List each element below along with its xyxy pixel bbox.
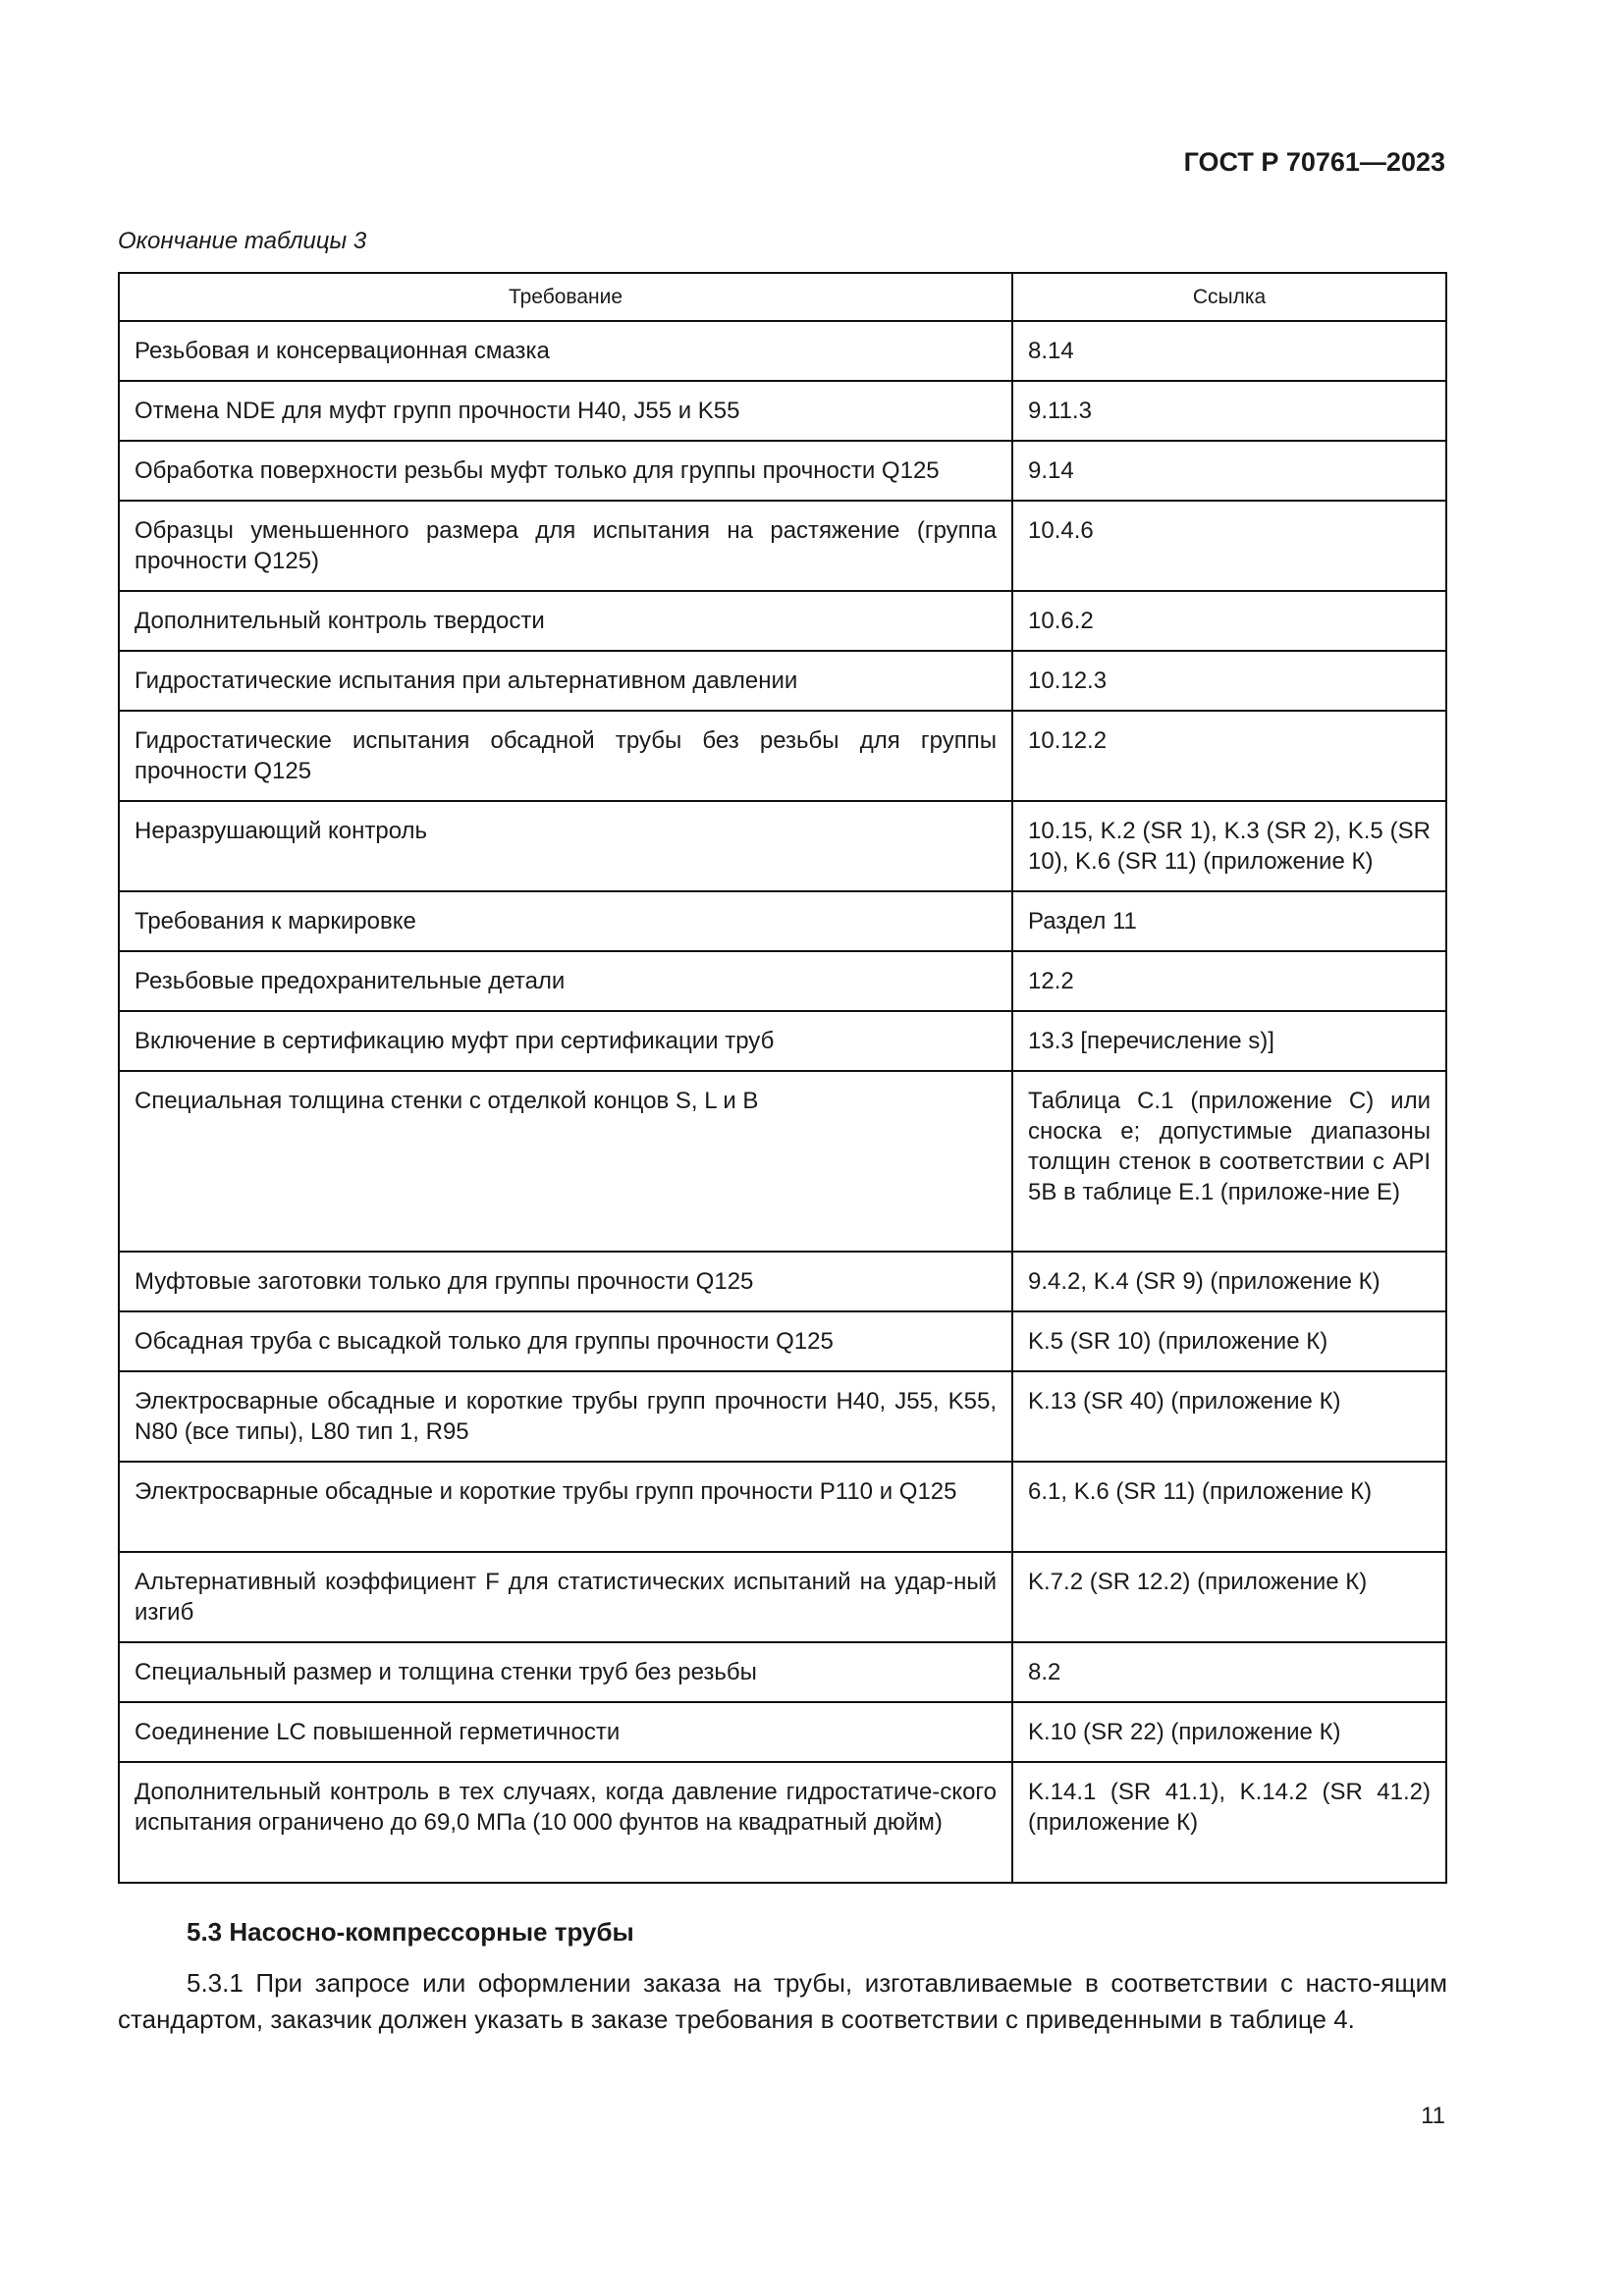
reference-cell: 10.12.3 bbox=[1012, 651, 1446, 711]
requirement-cell: Специальная толщина стенки с отделкой концов S, L и B bbox=[119, 1071, 1012, 1252]
reference-cell: 8.2 bbox=[1012, 1642, 1446, 1702]
reference-cell: 13.3 [перечисление s)] bbox=[1012, 1011, 1446, 1071]
table-row bbox=[119, 441, 1446, 501]
reference-cell: K.14.1 (SR 41.1), K.14.2 (SR 41.2) (приложение К) bbox=[1012, 1762, 1446, 1883]
table-row bbox=[119, 891, 1446, 951]
requirement-cell: Требования к маркировке bbox=[119, 891, 1012, 951]
reference-cell: 10.12.2 bbox=[1012, 711, 1446, 801]
table-row bbox=[119, 1462, 1446, 1552]
reference-cell: K.13 (SR 40) (приложение К) bbox=[1012, 1371, 1446, 1462]
table-row bbox=[119, 1252, 1446, 1311]
requirement-cell: Обработка поверхности резьбы муфт только для группы прочности Q125 bbox=[119, 441, 1012, 501]
requirement-cell: Специальный размер и толщина стенки труб без резьбы bbox=[119, 1642, 1012, 1702]
reference-cell: Раздел 11 bbox=[1012, 891, 1446, 951]
requirement-cell: Дополнительный контроль в тех случаях, когда давление гидростатиче-ского испытания ограничено до 69,0 МПа (10 000 фунтов на квадратный дюйм) bbox=[119, 1762, 1012, 1883]
reference-cell: Таблица C.1 (приложение C) или сноска е; допустимые диапазоны толщин стенок в соответствии с API 5B в таблице E.1 (приложе-ние E) bbox=[1012, 1071, 1446, 1252]
reference-cell: 10.6.2 bbox=[1012, 591, 1446, 651]
reference-cell: 6.1, K.6 (SR 11) (приложение К) bbox=[1012, 1462, 1446, 1552]
reference-cell: 9.4.2, K.4 (SR 9) (приложение К) bbox=[1012, 1252, 1446, 1311]
table-row bbox=[119, 1011, 1446, 1071]
table-row bbox=[119, 1371, 1446, 1462]
page-number: 11 bbox=[1421, 2103, 1445, 2129]
requirement-cell: Электросварные обсадные и короткие трубы групп прочности P110 и Q125 bbox=[119, 1462, 1012, 1552]
document-code: ГОСТ Р 70761—2023 bbox=[1183, 147, 1445, 177]
reference-cell: K.7.2 (SR 12.2) (приложение К) bbox=[1012, 1552, 1446, 1642]
requirement-cell: Резьбовые предохранительные детали bbox=[119, 951, 1012, 1011]
reference-cell: 10.4.6 bbox=[1012, 501, 1446, 591]
reference-cell: 8.14 bbox=[1012, 321, 1446, 381]
table-row bbox=[119, 651, 1446, 711]
requirement-cell: Включение в сертификацию муфт при сертификации труб bbox=[119, 1011, 1012, 1071]
requirement-cell: Гидростатические испытания при альтернативном давлении bbox=[119, 651, 1012, 711]
requirement-cell: Гидростатические испытания обсадной трубы без резьбы для группы прочности Q125 bbox=[119, 711, 1012, 801]
column-header-requirement: Требование bbox=[119, 273, 1012, 321]
requirement-cell: Электросварные обсадные и короткие трубы групп прочности H40, J55, K55, N80 (все типы), L80 тип 1, R95 bbox=[119, 1371, 1012, 1462]
table-row bbox=[119, 711, 1446, 801]
table-row bbox=[119, 1071, 1446, 1252]
table-row bbox=[119, 1311, 1446, 1371]
requirement-cell: Отмена NDE для муфт групп прочности H40, J55 и K55 bbox=[119, 381, 1012, 441]
table-row bbox=[119, 381, 1446, 441]
table-row bbox=[119, 1552, 1446, 1642]
table-caption: Окончание таблицы 3 bbox=[118, 228, 367, 254]
requirement-cell: Дополнительный контроль твердости bbox=[119, 591, 1012, 651]
body-paragraph: 5.3.1 При запросе или оформлении заказа на трубы, изготавливаемые в соответствии с насто-ящим стандартом, заказчик должен указать в заказе требования в соответствии с приведенными в таблице 4. bbox=[118, 1968, 1447, 2034]
table-row bbox=[119, 501, 1446, 591]
requirements-table bbox=[118, 272, 1447, 1884]
requirement-cell: Неразрушающий контроль bbox=[119, 801, 1012, 891]
table-header-row bbox=[119, 273, 1446, 321]
reference-cell: K.5 (SR 10) (приложение К) bbox=[1012, 1311, 1446, 1371]
column-header-reference: Ссылка bbox=[1012, 273, 1446, 321]
table-row bbox=[119, 951, 1446, 1011]
requirement-cell: Обсадная труба с высадкой только для группы прочности Q125 bbox=[119, 1311, 1012, 1371]
reference-cell: 12.2 bbox=[1012, 951, 1446, 1011]
table-row bbox=[119, 801, 1446, 891]
table-row bbox=[119, 1642, 1446, 1702]
requirement-cell: Соединение LC повышенной герметичности bbox=[119, 1702, 1012, 1762]
table-row bbox=[119, 1702, 1446, 1762]
table-row bbox=[119, 321, 1446, 381]
reference-cell: 9.11.3 bbox=[1012, 381, 1446, 441]
reference-cell: 10.15, K.2 (SR 1), K.3 (SR 2), K.5 (SR 10), K.6 (SR 11) (приложение К) bbox=[1012, 801, 1446, 891]
requirement-cell: Альтернативный коэффициент F для статистических испытаний на удар-ный изгиб bbox=[119, 1552, 1012, 1642]
table-row bbox=[119, 591, 1446, 651]
requirement-cell: Муфтовые заготовки только для группы прочности Q125 bbox=[119, 1252, 1012, 1311]
reference-cell: 9.14 bbox=[1012, 441, 1446, 501]
section-heading: 5.3 Насосно-компрессорные трубы bbox=[187, 1917, 634, 1947]
reference-cell: K.10 (SR 22) (приложение К) bbox=[1012, 1702, 1446, 1762]
requirement-cell: Резьбовая и консервационная смазка bbox=[119, 321, 1012, 381]
table-row bbox=[119, 1762, 1446, 1883]
requirement-cell: Образцы уменьшенного размера для испытания на растяжение (группа прочности Q125) bbox=[119, 501, 1012, 591]
